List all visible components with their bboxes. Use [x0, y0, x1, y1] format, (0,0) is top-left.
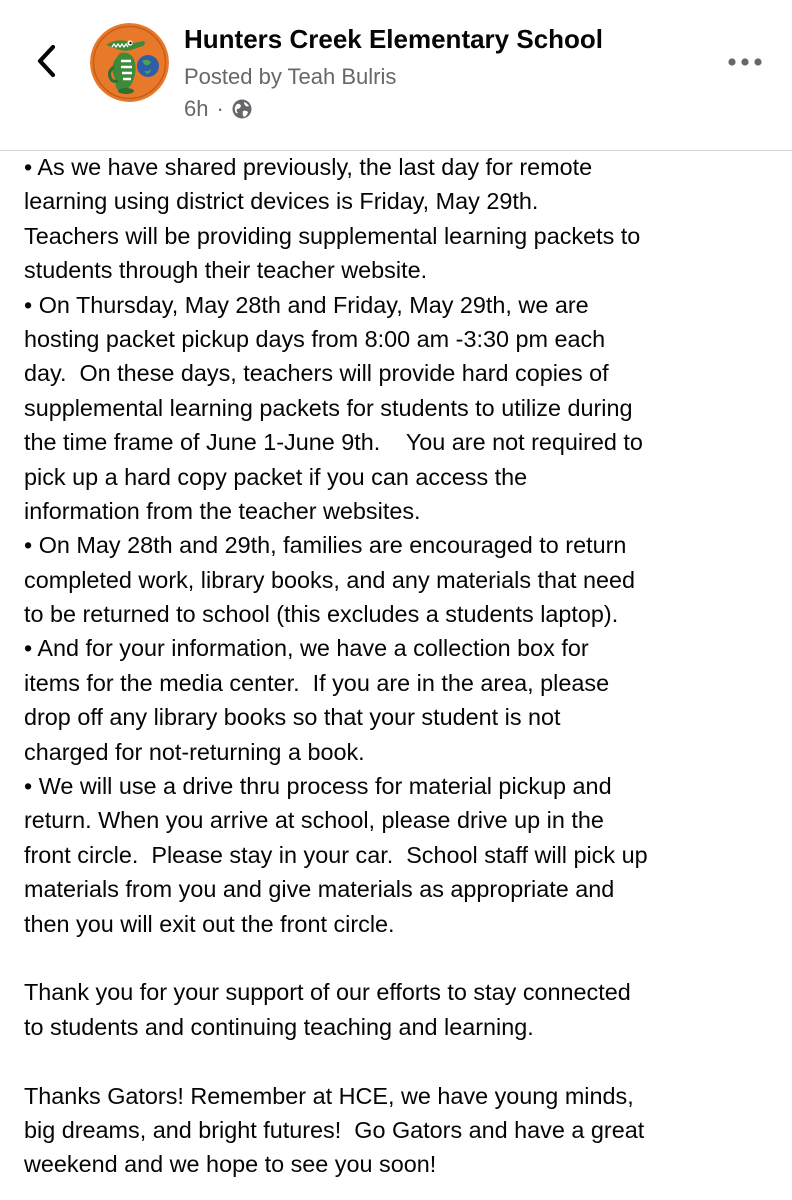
post-text-line: students through their teacher website.: [24, 257, 428, 284]
more-options-button[interactable]: [722, 48, 768, 76]
post-text-line: • We will use a drive thru process for material pickup and: [24, 773, 612, 800]
post-text-line: pick up a hard copy packet if you can access the: [24, 463, 528, 490]
post-text-line: supplemental learning packets for students to utilize during: [24, 394, 633, 421]
post-text-line: hosting packet pickup days from 8:00 am -3:30 pm each: [24, 325, 606, 352]
post-text-line: materials from you and give materials as appropriate and: [24, 876, 615, 903]
post-text-line: Thanks Gators! Remember at HCE, we have young minds,: [24, 1082, 634, 1109]
back-button[interactable]: [26, 38, 66, 84]
post-text-line: then you will exit out the front circle.: [24, 910, 395, 937]
post-text-line: day. On these days, teachers will provide hard copies of: [24, 360, 609, 387]
post-text-line: completed work, library books, and any materials that need: [24, 566, 636, 593]
avatar[interactable]: [90, 23, 169, 102]
post-text-line: information from the teacher websites.: [24, 497, 421, 524]
post-header: [0, 0, 792, 151]
post-text-line: weekend and we hope to see you soon!: [24, 1151, 437, 1178]
post-text-line: to students and continuing teaching and learning.: [24, 1013, 534, 1040]
globe-icon: [231, 98, 253, 120]
post-text-line: • On Thursday, May 28th and Friday, May 29th, we are: [24, 291, 589, 318]
paragraph-break: [24, 1044, 784, 1078]
posted-by[interactable]: Posted by Teah Bulris: [184, 64, 397, 89]
more-horizontal-icon: [728, 58, 762, 66]
school-gator-mascot-logo: [90, 23, 169, 102]
post-text-line: big dreams, and bright futures! Go Gators and have a great: [24, 1116, 645, 1143]
post-text-line: • On May 28th and 29th, families are encouraged to return: [24, 532, 627, 559]
post-time[interactable]: 6h: [184, 96, 209, 121]
paragraph-break: [24, 941, 784, 975]
meta-separator: ·: [216, 96, 224, 121]
post-text-line: Thank you for your support of our efforts to stay connected: [24, 979, 631, 1006]
post-text-line: • As we have shared previously, the last day for remote: [24, 154, 593, 180]
post-text-line: learning using district devices is Friday, May 29th.: [24, 188, 539, 215]
post-text-line: to be returned to school (this excludes a students laptop).: [24, 601, 619, 628]
page-name[interactable]: Hunters Creek Elementary School: [184, 24, 604, 54]
post-text-line: Teachers will be providing supplemental learning packets to: [24, 222, 641, 249]
post-text-line: the time frame of June 1-June 9th. You are not required to: [24, 429, 643, 456]
post-text-line: • And for your information, we have a collection box for: [24, 635, 589, 662]
chevron-left-icon: [35, 44, 57, 78]
post-text-line: charged for not-returning a book.: [24, 738, 365, 765]
post-text-line: drop off any library books so that your student is not: [24, 704, 561, 731]
post-text-line: items for the media center. If you are in the area, please: [24, 669, 610, 696]
post-meta: [184, 94, 253, 124]
post-text-line: return. When you arrive at school, please drive up in the: [24, 807, 604, 834]
post-body: [24, 150, 784, 1182]
post-text-line: front circle. Please stay in your car. School staff will pick up: [24, 841, 648, 868]
